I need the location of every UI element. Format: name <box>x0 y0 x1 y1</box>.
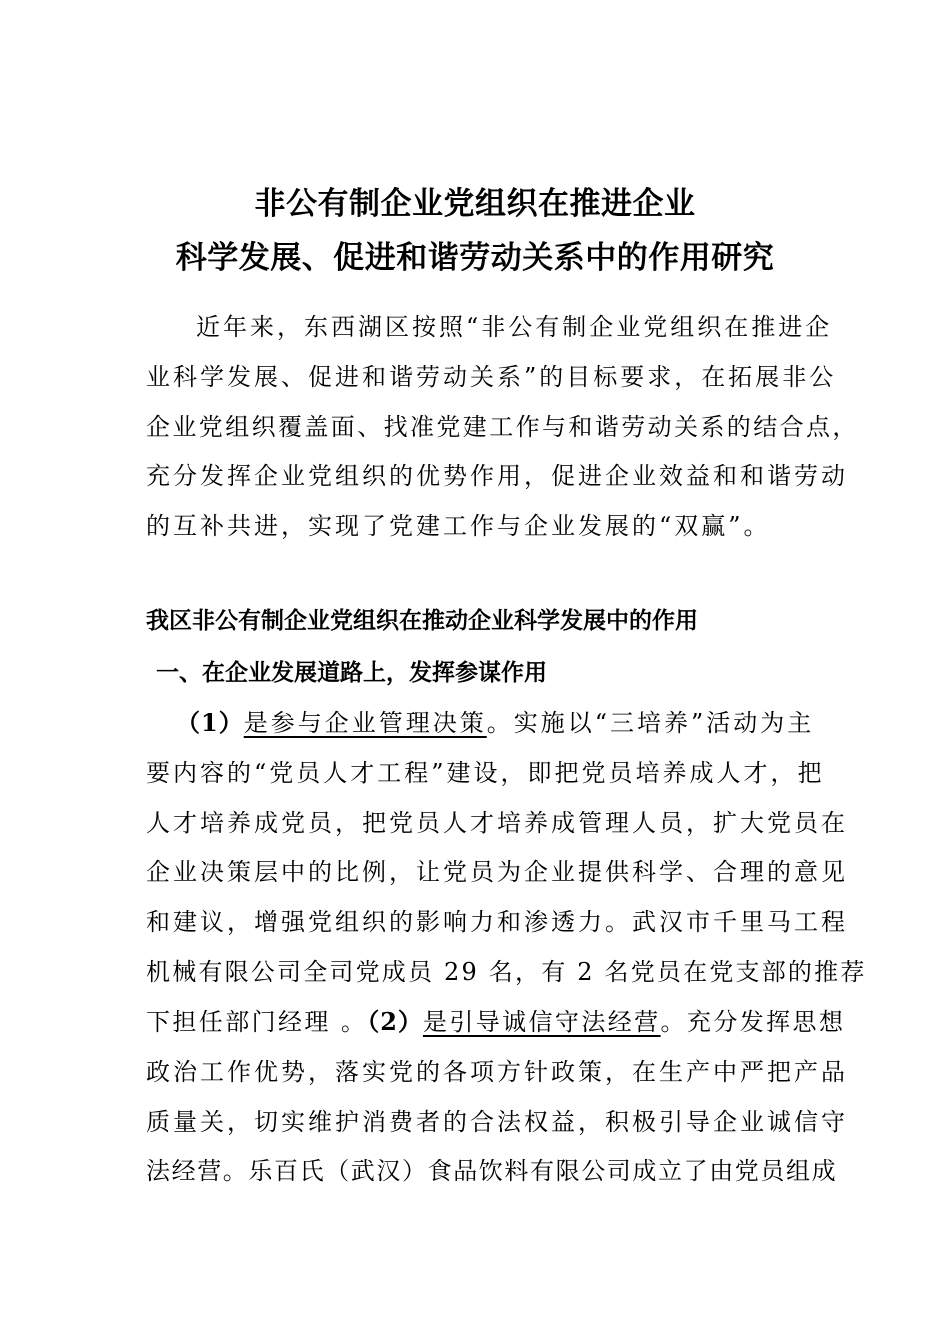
item-number-1: （1） <box>176 708 244 737</box>
paragraph-1-first-line <box>176 708 814 738</box>
tail-line-2: 质量关，切实维护消费者的合法权益，积极引导企业诚信守 <box>146 1108 848 1136</box>
intro-line-4: 充分发挥企业党组织的优势作用，促进企业效益和和谐劳动 <box>146 462 848 490</box>
body-line-1: 要内容的“党员人才工程”建设，即把党员培养成人才，把 <box>146 759 825 787</box>
tail-line-1: 政治工作优势，落实党的各项方针政策，在生产中严把产品 <box>146 1058 848 1086</box>
intro-line-2: 业科学发展、促进和谐劳动关系”的目标要求，在拓展非公 <box>146 363 837 391</box>
intro-line-1: 近年来，东西湖区按照“非公有制企业党组织在推进企 <box>196 313 833 341</box>
document-title-line-1: 非公有制企业党组织在推进企业 <box>254 186 696 222</box>
section-heading: 我区非公有制企业党组织在推动企业科学发展中的作用 <box>146 608 698 634</box>
subsection-heading: 一、在企业发展道路上，发挥参谋作用 <box>156 660 547 686</box>
document-title-line-2: 科学发展、促进和谐劳动关系中的作用研究 <box>175 240 775 276</box>
body-line-4: 和建议，增强党组织的影响力和渗透力。武汉市千里马工程 <box>146 908 848 936</box>
intro-line-3: 企业党组织覆盖面、找准党建工作与和谐劳动关系的结合点， <box>146 413 859 441</box>
underlined-phrase-1: 是参与企业管理决策 <box>243 709 487 737</box>
intro-line-5: 的互补共进，实现了党建工作与企业发展的“双赢”。 <box>146 512 771 540</box>
body-line-5: 机械有限公司全司党成员 29 名，有 2 名党员在党支部的推荐 <box>146 958 867 986</box>
paragraph-2-rest: 。充分发挥思想 <box>660 1008 846 1036</box>
paragraph-1-rest: 。实施以“三培养”活动为主 <box>486 709 815 737</box>
item-number-2: （2） <box>367 1007 423 1036</box>
paragraph-2-lead: 下担任部门经理 。 <box>146 1008 368 1036</box>
underlined-phrase-2: 是引导诚信守法经营 <box>422 1008 661 1036</box>
paragraph-2-line <box>146 1007 845 1037</box>
body-line-2: 人才培养成党员，把党员人才培养成管理人员，扩大党员在 <box>146 809 848 837</box>
tail-line-3: 法经营。乐百氏（武汉）食品饮料有限公司成立了由党员组成 <box>146 1157 838 1185</box>
body-line-3: 企业决策层中的比例，让党员为企业提供科学、合理的意见 <box>146 858 848 886</box>
